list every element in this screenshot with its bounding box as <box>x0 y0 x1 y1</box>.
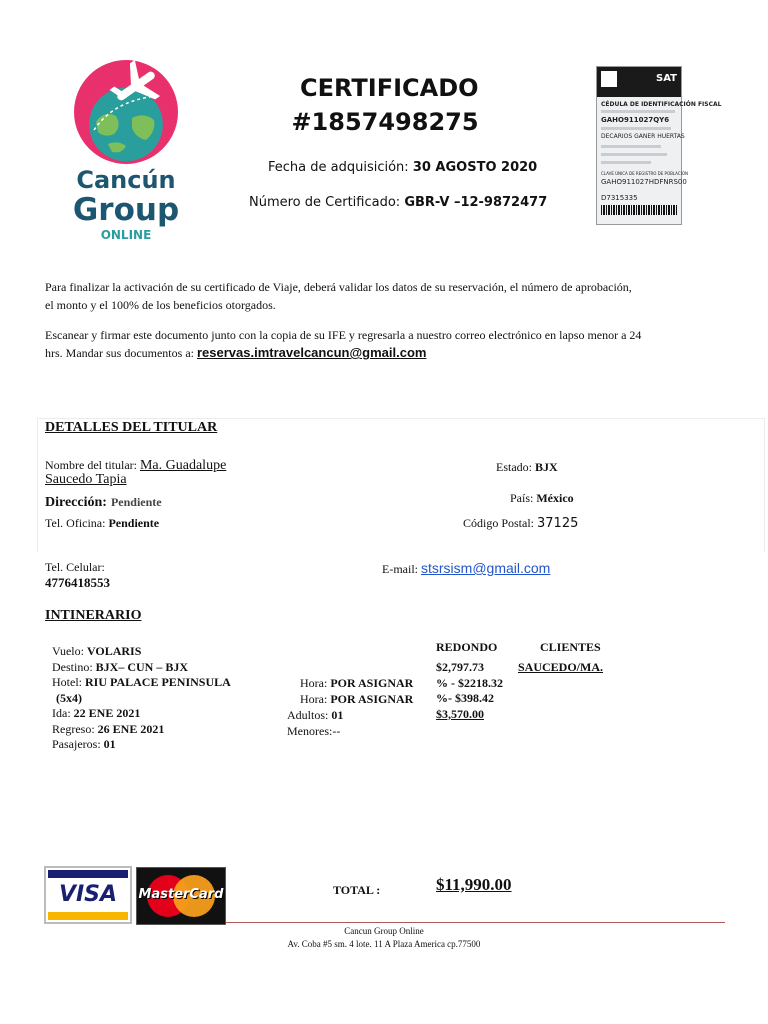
regreso-label: Regreso: <box>52 721 95 736</box>
codigo-postal <box>463 516 578 531</box>
numero-label: Número de Certificado: <box>249 195 401 210</box>
fecha-adquisicion <box>268 160 537 175</box>
numero-certificado <box>249 195 547 210</box>
footer-divider <box>226 922 725 923</box>
visa-logo <box>44 866 132 924</box>
price-column <box>436 660 503 722</box>
hora-label: Hora: <box>300 691 328 706</box>
sat-id-card-image <box>596 66 722 225</box>
hora1-value: POR ASIGNAR <box>330 676 414 690</box>
vuelo <box>52 644 231 660</box>
sat-brand: SAT <box>656 73 677 84</box>
logo-text-line3: ONLINE <box>100 228 152 242</box>
regreso-value: 26 ENE 2021 <box>97 721 165 736</box>
pasajeros <box>52 737 231 753</box>
clientes-header: CLIENTES <box>540 640 601 654</box>
menores-label: Menores: <box>287 723 333 738</box>
pais-value: México <box>536 491 574 505</box>
certificate-title: CERTIFICADO <box>300 74 479 102</box>
logo-text-line2: Group <box>72 192 180 228</box>
intro-p1-line2: el monto y el 100% de los beneficios otorgados. <box>45 298 276 312</box>
destino-label: Destino: <box>52 659 93 674</box>
vuelo-label: Vuelo: <box>52 644 84 658</box>
tel-oficina <box>45 516 159 531</box>
titular-section-title: DETALLES DEL TITULAR <box>45 420 218 435</box>
tel-oficina-value: Pendiente <box>108 516 160 530</box>
sat-heading: CÉDULA DE IDENTIFICACIÓN FISCAL <box>601 101 722 108</box>
company-logo <box>64 58 188 248</box>
mastercard-logo <box>136 867 226 925</box>
tel-celular-value: 4776418553 <box>45 575 110 590</box>
menores <box>287 724 343 740</box>
tel-oficina-label: Tel. Oficina: <box>45 516 106 530</box>
intro-paragraph-2 <box>45 326 725 362</box>
direccion-value: Pendiente <box>110 495 162 509</box>
ida-value: 22 ENE 2021 <box>73 706 141 720</box>
total-value: $11,990.00 <box>436 875 512 894</box>
intro-p1-line1: Para finalizar la activación de su certificado de Viaje, deberá validar los datos de su reservación, el número de aprobación, <box>45 280 632 294</box>
ida <box>52 706 231 722</box>
redondo-header: REDONDO <box>436 640 498 654</box>
price-4: $3,570.00 <box>436 706 484 721</box>
adultos <box>287 708 343 724</box>
hotel-value: RIU PALACE PENINSULA <box>85 675 231 689</box>
price-2: % - $2218.32 <box>436 675 503 690</box>
pasajeros-label: Pasajeros: <box>52 737 101 751</box>
cp-label: Código Postal: <box>463 516 535 530</box>
logo-text-line1: Cancún <box>76 166 176 194</box>
hora-column <box>300 676 413 707</box>
pais-label: País: <box>510 491 534 505</box>
sat-curp: GAHO911027HDFNRS00 <box>601 178 687 186</box>
intro-paragraph-1 <box>45 278 725 314</box>
price-1: $2,797.73 <box>436 660 484 674</box>
direccion-label: Dirección: <box>45 495 107 510</box>
adultos-value: 01 <box>331 708 344 722</box>
hora-1 <box>300 676 413 692</box>
mastercard-text: MasterCard <box>138 887 224 902</box>
estado-label: Estado: <box>496 460 532 474</box>
cliente-value: SAUCEDO/MA. <box>518 660 604 674</box>
reservation-email-link[interactable]: reservas.imtravelcancun@gmail.com <box>196 345 427 360</box>
footer-company: Cancun Group Online <box>344 926 424 936</box>
email-label: E-mail: <box>382 562 418 576</box>
price-3: %- $398.42 <box>436 691 494 705</box>
itinerario-section-title: INTINERARIO <box>45 608 142 623</box>
estado <box>496 460 558 475</box>
adultos-label: Adultos: <box>287 708 329 722</box>
globe-airplane-icon <box>74 60 178 164</box>
sat-curp-label: CLAVE ÚNICA DE REGISTRO DE POBLACIÓN <box>601 171 688 176</box>
ida-label: Ida: <box>52 706 71 720</box>
menores-value: -- <box>332 723 341 738</box>
email-titular <box>382 560 550 577</box>
numero-value: GBR-V –12-9872477 <box>404 195 548 210</box>
intro-p2-line2: hrs. Mandar sus documentos a: <box>45 346 194 360</box>
vuelo-value: VOLARIS <box>86 644 142 658</box>
sat-name: DECARIOS GANER HUERTAS <box>601 133 685 140</box>
hotel <box>52 675 231 691</box>
fecha-label: Fecha de adquisición: <box>268 160 409 175</box>
hora2-value: POR ASIGNAR <box>330 691 414 706</box>
sat-folio: D7315335 <box>601 194 638 202</box>
pais <box>510 491 574 506</box>
sat-card-header <box>597 67 681 97</box>
email-value-link[interactable]: stsrsism@gmail.com <box>421 560 551 576</box>
tel-celular-label: Tel. Celular: <box>45 560 105 574</box>
certificate-number: #1857498275 <box>291 108 479 136</box>
tel-celular <box>45 560 110 591</box>
regreso <box>52 722 231 738</box>
titular-details-box <box>37 418 765 552</box>
hotel-extra: (5x4) <box>56 690 82 705</box>
hotel-label: Hotel: <box>52 675 82 689</box>
barcode-icon <box>601 205 677 215</box>
pasajeros-breakdown <box>287 708 343 739</box>
pasajeros-value: 01 <box>103 737 116 751</box>
cp-value: 37125 <box>537 516 579 531</box>
visa-text: VISA <box>58 882 118 907</box>
nombre-value-2: Saucedo Tapia <box>45 472 127 487</box>
sat-rfc: GAHO911027QY6 <box>601 116 670 124</box>
nombre-label: Nombre del titular: <box>45 458 137 472</box>
fecha-value: 30 AGOSTO 2020 <box>412 160 538 175</box>
hora-label: Hora: <box>300 676 328 690</box>
nombre-value-1: Ma. Guadalupe <box>139 458 227 473</box>
itinerario-left-column <box>52 644 231 753</box>
hora-2 <box>300 692 413 708</box>
footer-address: Av. Coba #5 sm. 4 lote. 11 A Plaza America cp.77500 <box>287 939 481 949</box>
estado-value: BJX <box>535 460 558 474</box>
total-label: TOTAL : <box>333 883 381 897</box>
intro-p2-line1: Escanear y firmar este documento junto con la copia de su IFE y regresarla a nuestro correo electrónico en lapso menor a 24 <box>45 328 642 342</box>
destino-value: BJX– CUN – BJX <box>95 659 189 674</box>
direccion <box>45 493 162 511</box>
destino <box>52 660 231 676</box>
